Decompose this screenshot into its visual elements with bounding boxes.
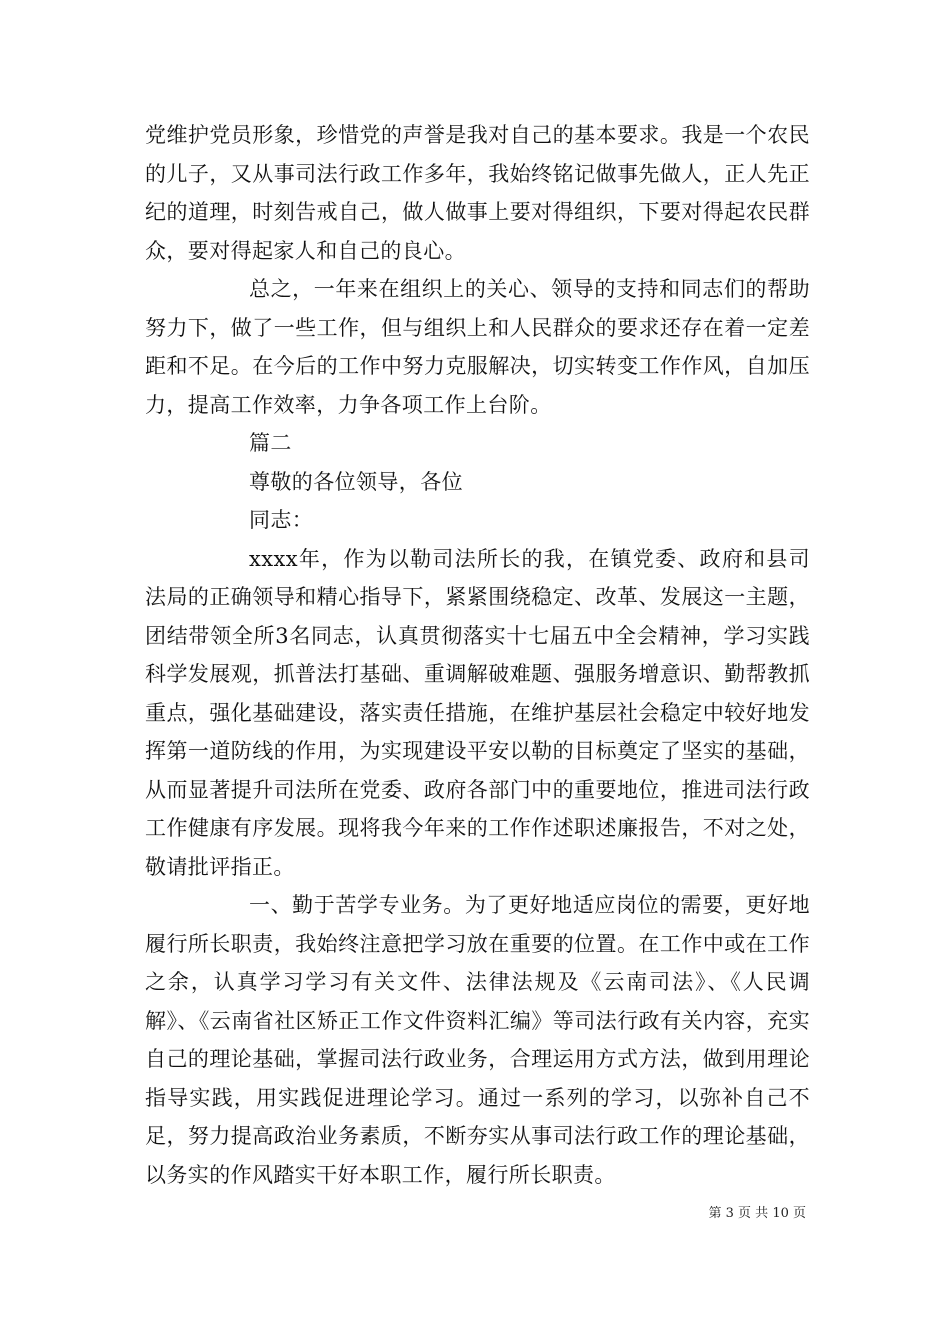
section-heading-part-two: 篇二 xyxy=(249,431,292,455)
salutation-line: 尊敬的各位领导，各位 xyxy=(249,469,463,494)
page-number-footer: 第 3 页 共 10 页 xyxy=(708,1206,806,1221)
paragraph-party-image: 党维护党员形象，珍惜党的声誉是我对自己的基本要求。我是一个农民的儿子，又从事司法行政工作多年，我始终铭记做事先做人，正人先正纪的道理，时刻告戒自己，做人做事上要对得组织，下要对得起农民群众，要对得起家人和自己的良心。 xyxy=(145,123,810,263)
document-body xyxy=(145,116,810,1194)
paragraph-study: 一、勤于苦学专业务。为了更好地适应岗位的需要，更好地履行所长职责，我始终注意把学习放在重要的位置。在工作中或在工作之余，认真学习学习有关文件、法律法规及《云南司法》、《人民调解》、《云南省社区矫正工作文件资料汇编》等司法行政有关内容，充实自己的理论基础，掌握司法行政业务，合理运用方式方法，做到用理论指导实践，用实践促进理论学习。通过一系列的学习，以弥补自己不足，努力提高政治业务素质，不断夯实从事司法行政工作的理论基础，以务实的作风踏实干好本职工作，履行所长职责。 xyxy=(145,893,810,1187)
paragraph-summary: 总之，一年来在组织上的关心、领导的支持和同志们的帮助努力下，做了一些工作，但与组织上和人民群众的要求还存在着一定差距和不足。在今后的工作中努力克服解决，切实转变工作作风，自加压力，提高工作效率，力争各项工作上台阶。 xyxy=(145,277,810,417)
salutation-comrades: 同志： xyxy=(249,508,314,532)
paragraph-introduction: xxxx年，作为以勒司法所长的我，在镇党委、政府和县司法局的正确领导和精心指导下，紧紧围绕稳定、改革、发展这一主题，团结带领全所3名同志，认真贯彻落实十七届五中全会精神，学习实践科学发展观，抓普法打基础、重调解破难题、强服务增意识、勤帮教抓重点，强化基础建设，落实责任措施，在维护基层社会稳定中较好地发挥第一道防线的作用，为实现建设平安以勒的目标奠定了坚实的基础，从而显著提升司法所在党委、政府各部门中的重要地位，推进司法行政工作健康有序发展。现将我今年来的工作作述职述廉报告，不对之处，敬请批评指正。 xyxy=(145,546,810,879)
